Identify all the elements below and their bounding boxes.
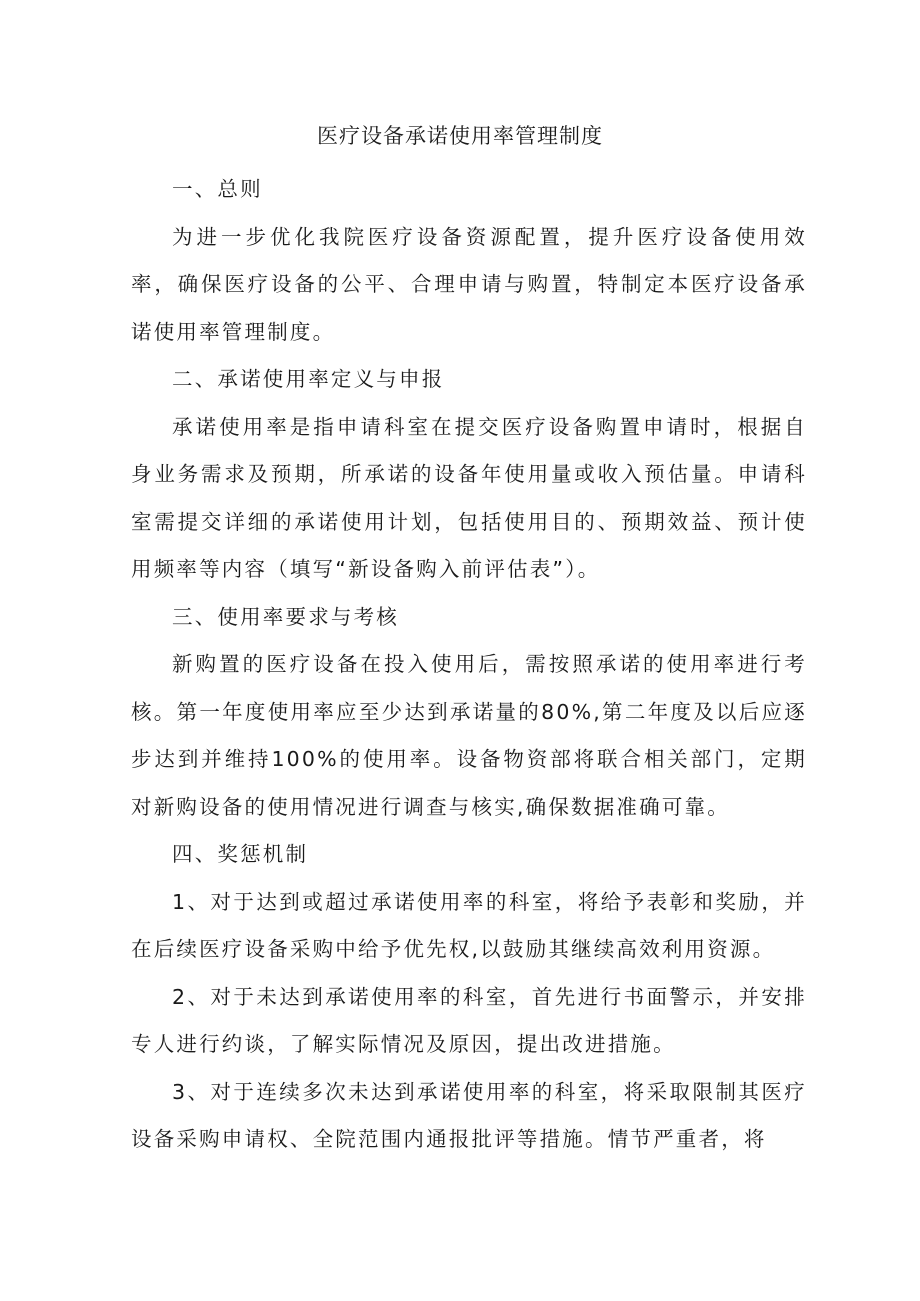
paragraph-requirements: 新购置的医疗设备在投入使用后，需按照承诺的使用率进行考核。第一年度使用率应至少达到承诺量的80%,第二年度及以后应逐步达到并维持100%的使用率。设备物资部将联合相关部门，定期对新购设备的使用情况进行调查与核实,确保数据准确可靠。 <box>131 652 807 819</box>
paragraph-reward-item-3: 3、对于连续多次未达到承诺使用率的科室，将采取限制其医疗设备采购申请权、全院范围内通报批评等措施。情节严重者，将 <box>131 1079 807 1151</box>
document-body <box>131 166 807 1164</box>
section-heading-general: 一、总则 <box>172 177 263 201</box>
paragraph-general-purpose: 为进一步优化我院医疗设备资源配置，提升医疗设备使用效率，确保医疗设备的公平、合理申请与购置，特制定本医疗设备承诺使用率管理制度。 <box>131 224 807 344</box>
paragraph-reward-item-2: 2、对于未达到承诺使用率的科室，首先进行书面警示，并安排专人进行约谈，了解实际情况及原因，提出改进措施。 <box>131 984 807 1056</box>
paragraph-reward-item-1: 1、对于达到或超过承诺使用率的科室，将给予表彰和奖励，并在后续医疗设备采购中给予优先权,以鼓励其继续高效利用资源。 <box>131 889 807 961</box>
section-heading-definition: 二、承诺使用率定义与申报 <box>172 367 445 391</box>
section-heading-requirements: 三、使用率要求与考核 <box>172 604 399 629</box>
document-title: 医疗设备承诺使用率管理制度 <box>317 124 603 148</box>
paragraph-definition: 承诺使用率是指申请科室在提交医疗设备购置申请时，根据自身业务需求及预期，所承诺的设备年使用量或收入预估量。申请科室需提交详细的承诺使用计划，包括使用目的、预期效益、预计使用频率等内容（填写“新设备购入前评估表”）。 <box>131 414 807 581</box>
section-heading-rewards: 四、奖惩机制 <box>172 842 309 866</box>
